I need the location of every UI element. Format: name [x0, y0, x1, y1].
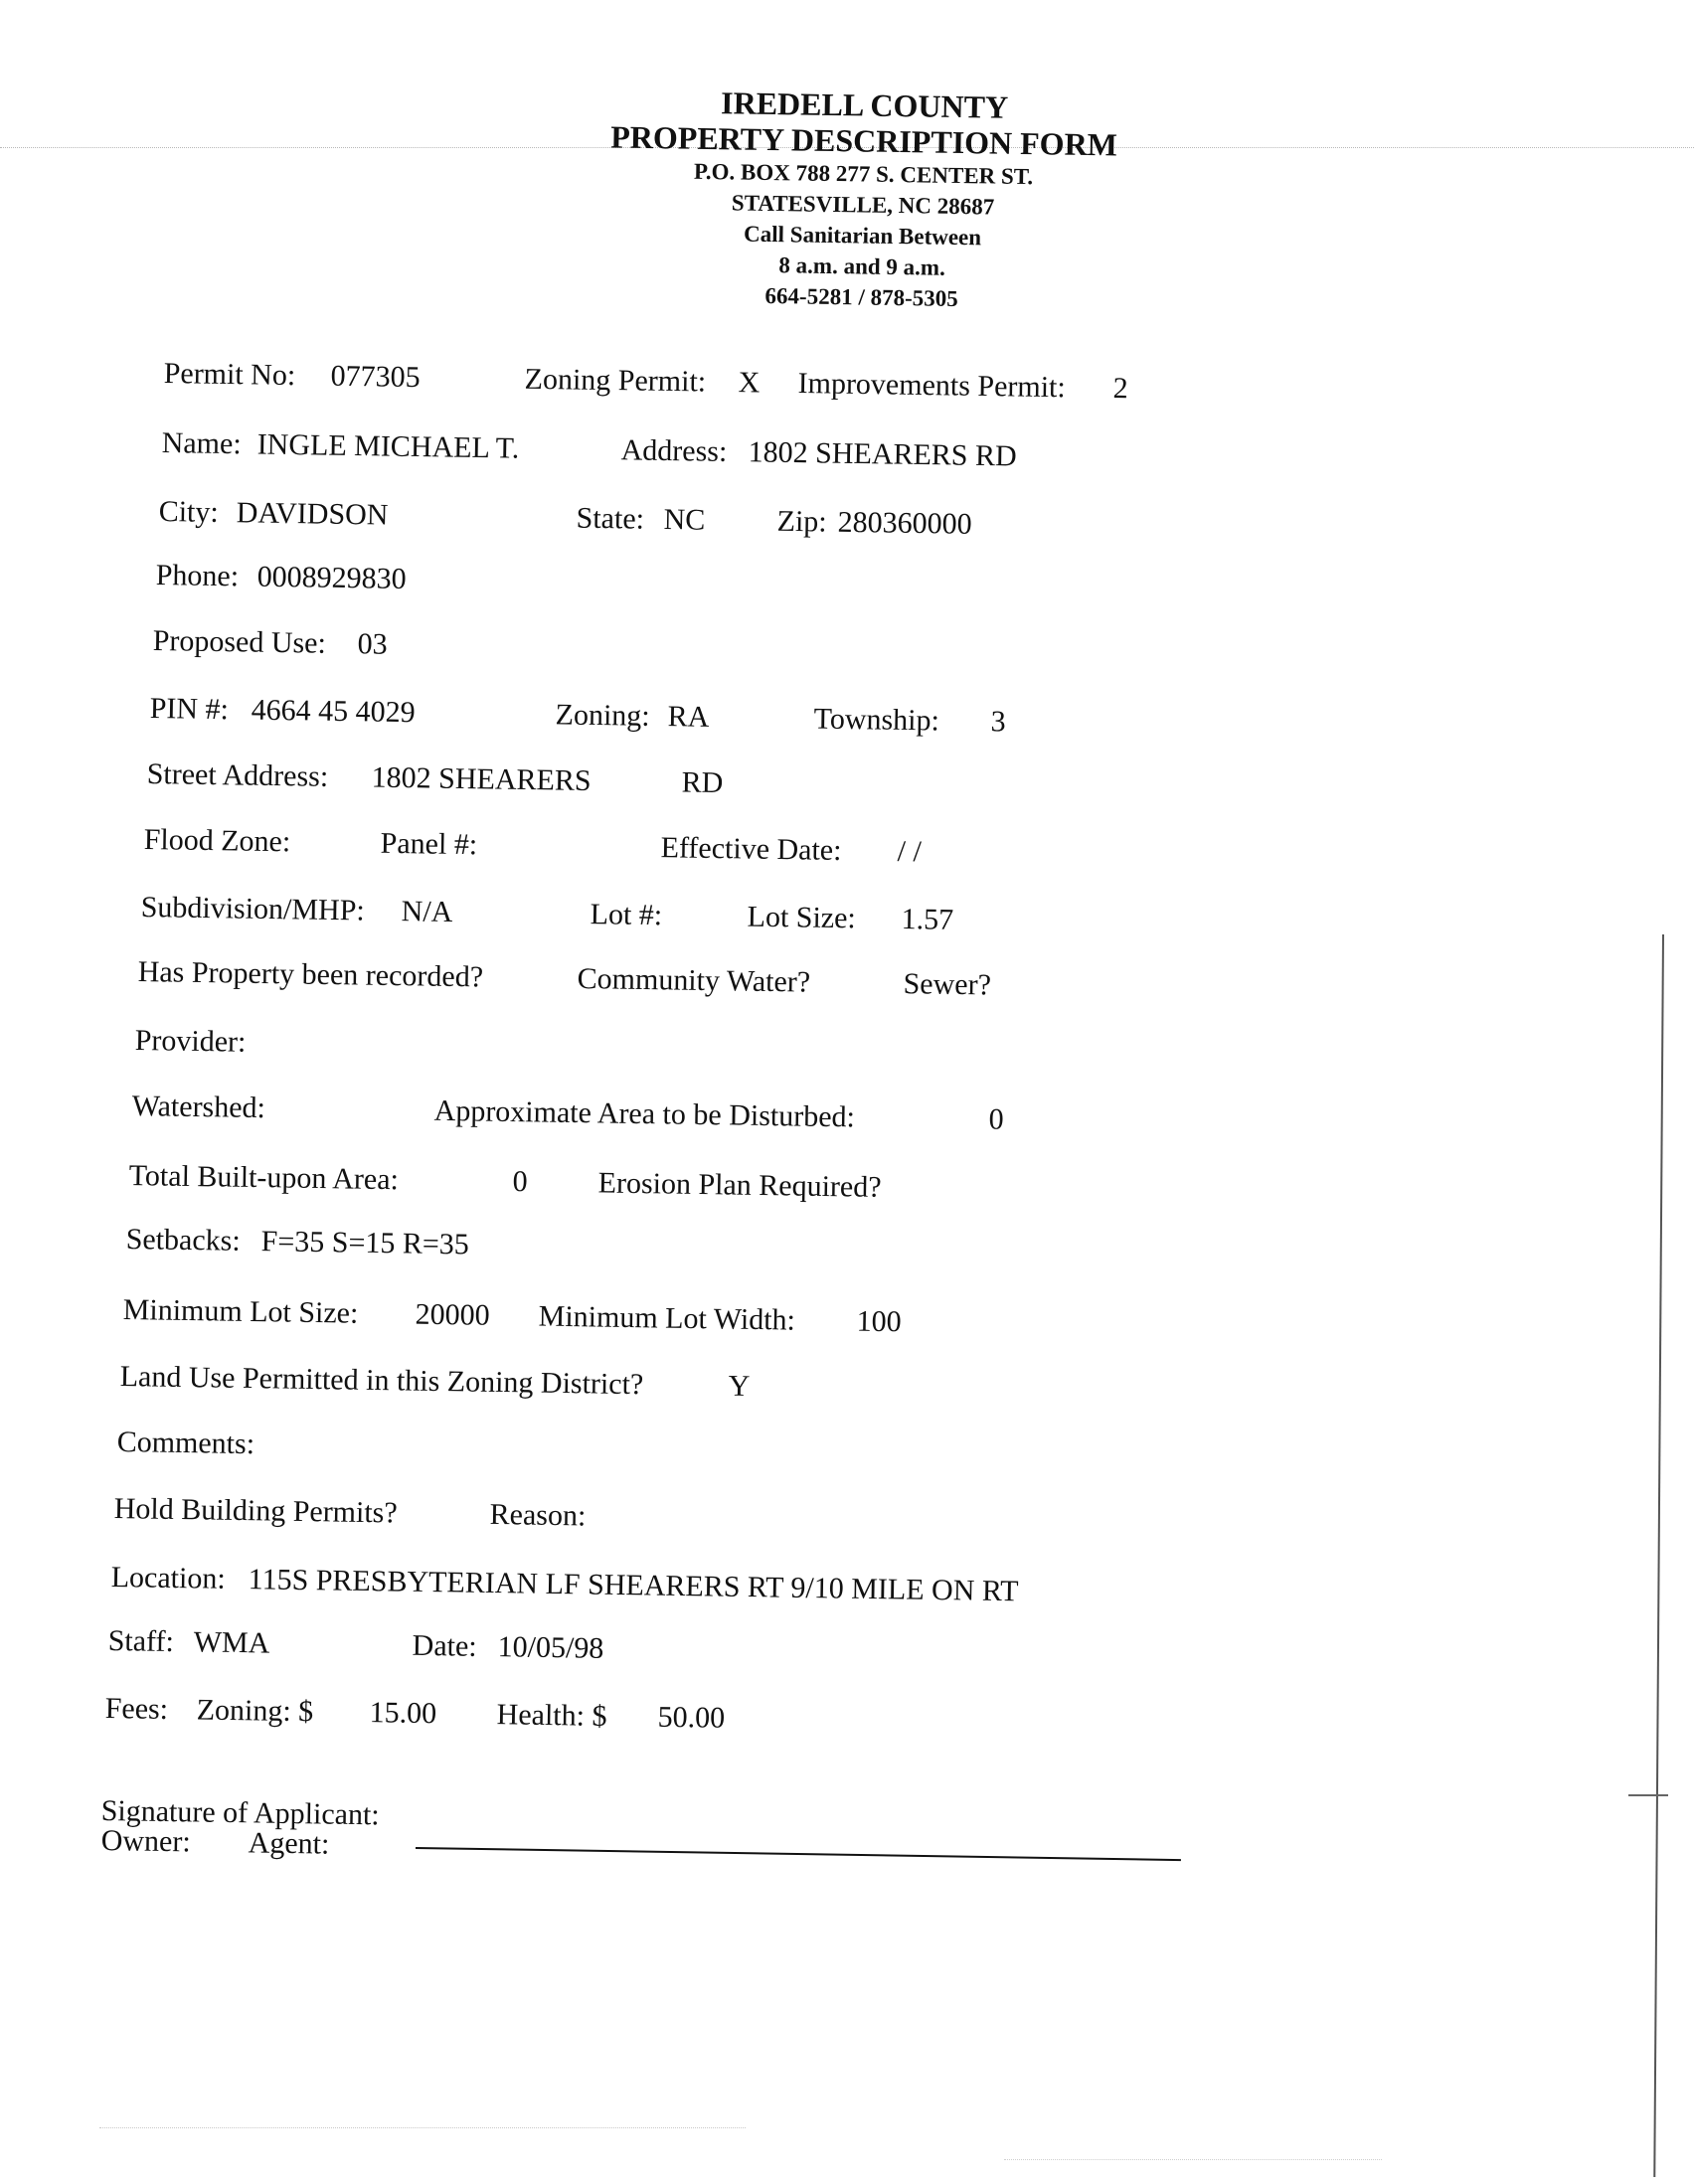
setbacks-label: Setbacks: [125, 1222, 241, 1258]
lot-label: Lot #: [590, 898, 663, 932]
city-value: DAVIDSON [236, 496, 389, 532]
phone-label: Phone: [155, 558, 240, 593]
community-water-label: Community Water? [577, 961, 811, 999]
pin-label: PIN #: [149, 691, 230, 727]
permit-no-label: Permit No: [163, 356, 296, 393]
agent-label: Agent: [248, 1826, 330, 1861]
staff-value: WMA [193, 1625, 270, 1660]
setbacks-value: F=35 S=15 R=35 [260, 1225, 470, 1261]
built-upon-label: Total Built-upon Area: [128, 1158, 400, 1197]
street-address-label: Street Address: [146, 756, 329, 793]
name-label: Name: [161, 425, 242, 461]
staff-label: Staff: [107, 1623, 175, 1659]
city-state-zip: STATESVILLE, NC 28687 [731, 190, 995, 220]
subdivision-label: Subdivision/MHP: [140, 890, 366, 927]
phone-value: 0008929830 [256, 560, 407, 595]
effective-date-value: / / [897, 834, 923, 869]
proposed-use-value: 03 [357, 627, 388, 661]
improvements-permit-label: Improvements Permit: [797, 367, 1066, 405]
subdivision-value: N/A [401, 895, 453, 928]
lot-size-value: 1.57 [901, 903, 954, 936]
phone-numbers: 664-5281 / 878-5305 [764, 282, 958, 311]
state-label: State: [576, 501, 645, 536]
sewer-label: Sewer? [903, 967, 992, 1002]
zoning-fee-value: 15.00 [369, 1696, 437, 1731]
fees-label: Fees: [104, 1691, 169, 1726]
signature-line [416, 1847, 1181, 1861]
permit-no-value: 077305 [330, 359, 421, 395]
health-fee-value: 50.00 [657, 1700, 726, 1735]
min-lot-size-label: Minimum Lot Size: [122, 1292, 359, 1330]
flood-zone-label: Flood Zone: [143, 822, 291, 859]
health-fee-label: Health: $ [496, 1698, 607, 1733]
effective-date-label: Effective Date: [660, 831, 842, 868]
min-lot-width-label: Minimum Lot Width: [538, 1299, 796, 1337]
address-value: 1802 SHEARERS RD [748, 435, 1017, 473]
zoning-permit-value: X [738, 366, 761, 400]
location-value: 115S PRESBYTERIAN LF SHEARERS RT 9/10 MILE ON RT [248, 1563, 1019, 1608]
township-label: Township: [813, 702, 940, 738]
name-value: INGLE MICHAEL T. [256, 427, 520, 465]
min-lot-size-value: 20000 [415, 1297, 490, 1332]
city-label: City: [158, 494, 219, 529]
zip-value: 280360000 [837, 505, 972, 541]
area-disturbed-label: Approximate Area to be Disturbed: [433, 1093, 856, 1134]
mailing-address: P.O. BOX 788 277 S. CENTER ST. [693, 158, 1034, 190]
call-instructions: Call Sanitarian Between [743, 221, 982, 251]
erosion-label: Erosion Plan Required? [597, 1166, 882, 1204]
improvements-permit-value: 2 [1112, 372, 1128, 406]
provider-label: Provider: [134, 1023, 247, 1059]
address-label: Address: [620, 433, 728, 468]
zoning-value: RA [667, 700, 710, 734]
reason-label: Reason: [489, 1497, 587, 1533]
call-hours: 8 a.m. and 9 a.m. [778, 252, 946, 280]
state-value: NC [663, 502, 706, 537]
zoning-permit-label: Zoning Permit: [524, 362, 707, 399]
signature-label: Signature of Applicant: [100, 1793, 380, 1832]
zoning-fee-label: Zoning: $ [196, 1693, 314, 1729]
county-title: IREDELL COUNTY [720, 84, 1009, 125]
comments-label: Comments: [116, 1425, 255, 1461]
hold-permits-label: Hold Building Permits? [113, 1491, 398, 1530]
zip-label: Zip: [776, 504, 827, 539]
proposed-use-label: Proposed Use: [152, 623, 327, 660]
pin-value: 4664 45 4029 [251, 693, 416, 730]
township-value: 3 [990, 705, 1006, 739]
built-upon-value: 0 [512, 1165, 528, 1199]
area-disturbed-value: 0 [988, 1102, 1004, 1136]
land-use-value: Y [728, 1369, 751, 1403]
recorded-label: Has Property been recorded? [137, 954, 484, 994]
min-lot-width-value: 100 [856, 1304, 902, 1339]
street-address-value: 1802 SHEARERS [371, 760, 592, 798]
watershed-label: Watershed: [131, 1089, 266, 1125]
location-label: Location: [110, 1560, 226, 1596]
lot-size-label: Lot Size: [747, 900, 857, 935]
owner-label: Owner: [100, 1823, 191, 1859]
street-suffix-value: RD [681, 765, 724, 800]
land-use-label: Land Use Permitted in this Zoning District? [119, 1359, 644, 1402]
date-value: 10/05/98 [497, 1630, 604, 1665]
panel-label: Panel #: [380, 826, 478, 862]
form-title: PROPERTY DESCRIPTION FORM [609, 118, 1118, 163]
date-label: Date: [412, 1628, 477, 1663]
zoning-label: Zoning: [555, 698, 650, 733]
